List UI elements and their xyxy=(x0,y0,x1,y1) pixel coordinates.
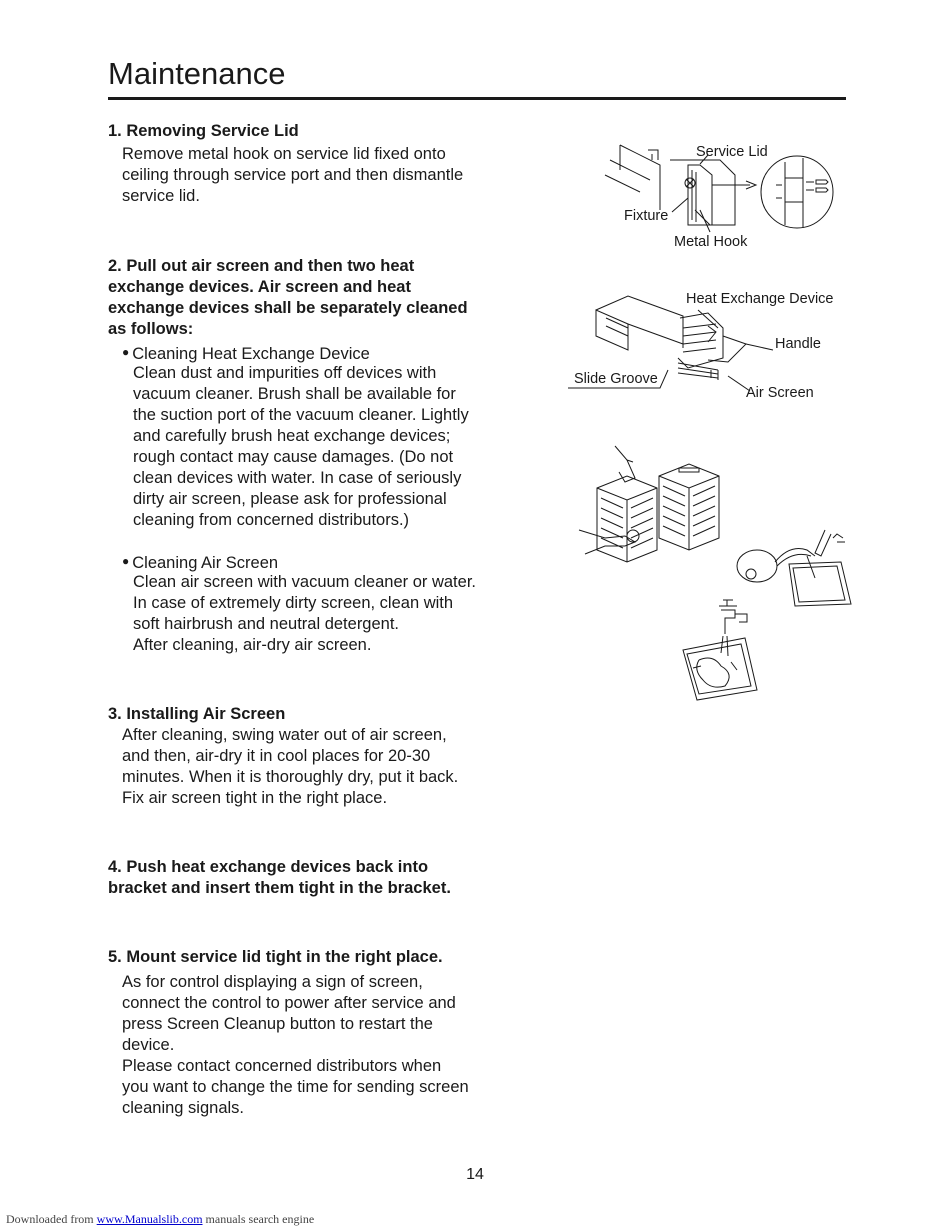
label-fixture: Fixture xyxy=(624,208,669,224)
page-title: Maintenance xyxy=(108,56,286,91)
section-5-body xyxy=(122,972,488,1119)
service-lid-diagram xyxy=(600,130,850,255)
download-footer xyxy=(6,1212,314,1227)
label-slide-groove: Slide Groove xyxy=(574,371,658,387)
section-4-heading xyxy=(108,857,488,899)
bullet-label: Cleaning Heat Exchange Device xyxy=(132,345,370,363)
section-3-line: Fix air screen tight in the right place. xyxy=(122,789,388,807)
bullet-heat-exchange xyxy=(122,342,370,365)
cleaning-illustration xyxy=(575,438,855,708)
bullet-dot-icon: ● xyxy=(122,554,130,568)
section-5-line: cleaning signals. xyxy=(122,1099,244,1117)
body-line: Clean air screen with vacuum cleaner or water. xyxy=(133,573,476,591)
page-number: 14 xyxy=(466,1166,484,1183)
section-3-heading: 3. Installing Air Screen xyxy=(108,705,286,723)
section-5-heading: 5. Mount service lid tight in the right place. xyxy=(108,948,443,966)
section-3-body xyxy=(122,725,488,809)
body-line: After cleaning, air-dry air screen. xyxy=(133,636,372,654)
footer-prefix: Downloaded from xyxy=(6,1212,97,1226)
body-line: dirty air screen, please ask for professional xyxy=(133,490,447,508)
section-2-heading-line: as follows: xyxy=(108,320,194,338)
body-line: vacuum cleaner. Brush shall be available for xyxy=(133,385,456,403)
body-line: clean devices with water. In case of seriously xyxy=(133,469,462,487)
section-5-line: connect the control to power after service and xyxy=(122,994,456,1012)
body-line: cleaning from concerned distributors.) xyxy=(133,511,410,529)
label-air-screen: Air Screen xyxy=(746,385,814,401)
body-line: rough contact may cause damages. (Do not xyxy=(133,448,454,466)
section-1-line: service lid. xyxy=(122,187,200,205)
body-line: Clean dust and impurities off devices with xyxy=(133,364,437,382)
section-1-heading: 1. Removing Service Lid xyxy=(108,122,299,140)
section-1-line: ceiling through service port and then dismantle xyxy=(122,166,464,184)
section-5-line: press Screen Cleanup button to restart the xyxy=(122,1015,433,1033)
section-2-heading-line: exchange devices shall be separately cleaned xyxy=(108,299,468,317)
section-1-body xyxy=(122,144,488,207)
section-3-line: After cleaning, swing water out of air screen, xyxy=(122,726,447,744)
heat-exchange-body xyxy=(133,363,493,531)
manualslib-link[interactable]: www.Manualslib.com xyxy=(96,1212,203,1226)
section-5-line: you want to change the time for sending screen xyxy=(122,1078,469,1096)
body-line: In case of extremely dirty screen, clean with xyxy=(133,594,454,612)
bullet-label: Cleaning Air Screen xyxy=(132,554,279,572)
title-underline xyxy=(108,97,846,100)
bullet-dot-icon: ● xyxy=(122,345,130,359)
label-metal-hook: Metal Hook xyxy=(674,234,748,250)
label-heat-exchange-device: Heat Exchange Device xyxy=(686,291,834,307)
air-screen-body xyxy=(133,572,493,656)
body-line: soft hairbrush and neutral detergent. xyxy=(133,615,400,633)
label-service-lid: Service Lid xyxy=(696,144,768,160)
section-1-line: Remove metal hook on service lid fixed onto xyxy=(122,145,446,163)
heat-exchange-diagram xyxy=(568,288,850,403)
section-5-line: As for control displaying a sign of screen, xyxy=(122,973,423,991)
footer-suffix: manuals search engine xyxy=(202,1212,315,1226)
body-line: the suction port of the vacuum cleaner. Lightly xyxy=(133,406,469,424)
label-handle: Handle xyxy=(775,336,821,352)
section-4-heading-line: bracket and insert them tight in the bracket. xyxy=(108,879,451,897)
section-4-heading-line: 4. Push heat exchange devices back into xyxy=(108,858,429,876)
section-2-heading-line: exchange devices. Air screen and heat xyxy=(108,278,411,296)
section-3-line: minutes. When it is thoroughly dry, put it back. xyxy=(122,768,459,786)
section-5-line: Please contact concerned distributors when xyxy=(122,1057,442,1075)
section-5-line: device. xyxy=(122,1036,175,1054)
section-3-line: and then, air-dry it in cool places for 20-30 xyxy=(122,747,431,765)
body-line: and carefully brush heat exchange devices; xyxy=(133,427,451,445)
section-2-heading xyxy=(108,256,488,340)
bullet-air-screen xyxy=(122,551,278,574)
section-2-heading-line: 2. Pull out air screen and then two heat xyxy=(108,257,415,275)
